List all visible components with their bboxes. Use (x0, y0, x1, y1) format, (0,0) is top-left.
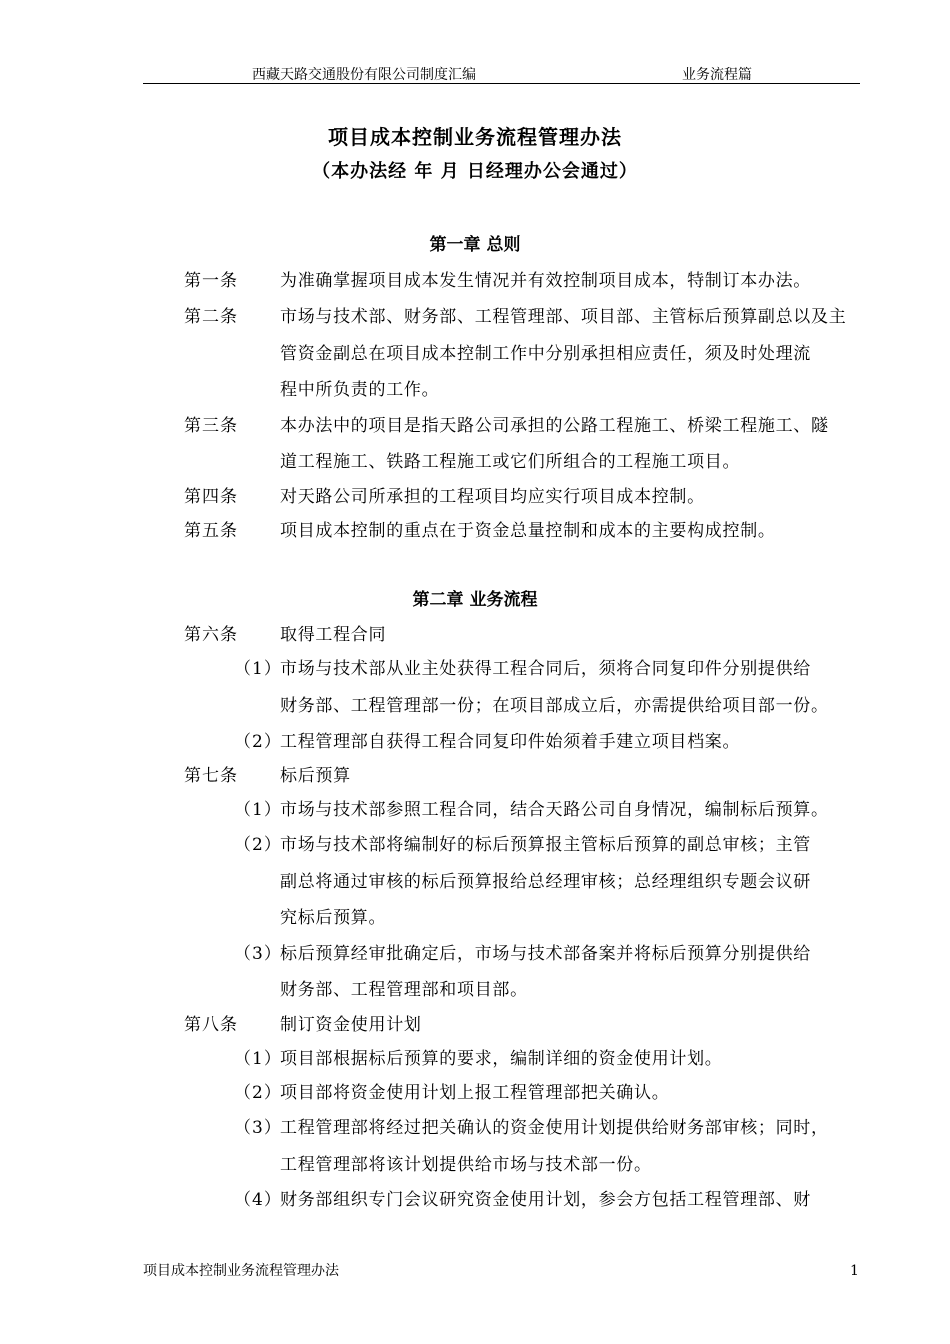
article-5-text: 项目成本控制的重点在于资金总量控制和成本的主要构成控制。 (280, 521, 776, 541)
article-8-title: 制订资金使用计划 (280, 1015, 422, 1035)
header-company: 西藏天路交通股份有限公司制度汇编 (252, 67, 476, 83)
article-8-item-4-label: （4） (234, 1190, 282, 1210)
article-6-item-1-label: （1） (234, 659, 282, 679)
article-3-label: 第三条 (184, 416, 238, 436)
article-7-item-3-line-2: 财务部、工程管理部和项目部。 (280, 980, 528, 1000)
article-6-item-2-label: （2） (234, 732, 282, 752)
article-8-label: 第八条 (184, 1015, 238, 1035)
footer-document-name: 项目成本控制业务流程管理办法 (143, 1263, 339, 1279)
article-7-label: 第七条 (184, 766, 238, 786)
document-subtitle: （本办法经 年 月 日经理办公会通过） (312, 161, 638, 182)
article-4-label: 第四条 (184, 487, 238, 507)
article-8-item-1-line-1: 项目部根据标后预算的要求，编制详细的资金使用计划。 (280, 1049, 723, 1069)
article-2-text-line-3: 程中所负责的工作。 (280, 380, 440, 400)
header-section: 业务流程篇 (682, 67, 752, 83)
article-2-text-line-2: 管资金副总在项目成本控制工作中分别承担相应责任，须及时处理流 (280, 344, 811, 364)
article-3-text-line-1: 本办法中的项目是指天路公司承担的公路工程施工、桥梁工程施工、隧 (280, 416, 829, 436)
article-4-text: 对天路公司所承担的工程项目均应实行项目成本控制。 (280, 487, 705, 507)
article-2-label: 第二条 (184, 307, 238, 327)
article-7-title: 标后预算 (280, 766, 351, 786)
document-title: 项目成本控制业务流程管理办法 (328, 125, 622, 149)
article-8-item-3-line-2: 工程管理部将该计划提供给市场与技术部一份。 (280, 1155, 652, 1175)
article-7-item-1-line-1: 市场与技术部参照工程合同，结合天路公司自身情况，编制标后预算。 (280, 800, 829, 820)
article-7-item-3-line-1: 标后预算经审批确定后，市场与技术部备案并将标后预算分别提供给 (280, 944, 811, 964)
article-3-text-line-2: 道工程施工、铁路工程施工或它们所组合的工程施工项目。 (280, 452, 741, 472)
article-7-item-3-label: （3） (234, 944, 282, 964)
article-6-label: 第六条 (184, 625, 238, 645)
article-7-item-1-label: （1） (234, 800, 282, 820)
article-7-item-2-line-1: 市场与技术部将编制好的标后预算报主管标后预算的副总审核；主管 (280, 835, 811, 855)
article-7-item-2-label: （2） (234, 835, 282, 855)
article-7-item-2-line-2: 副总将通过审核的标后预算报给总经理审核；总经理组织专题会议研 (280, 872, 811, 892)
article-8-item-4-line-1: 财务部组织专门会议研究资金使用计划，参会方包括工程管理部、财 (280, 1190, 811, 1210)
article-6-item-1-line-1: 市场与技术部从业主处获得工程合同后，须将合同复印件分别提供给 (280, 659, 811, 679)
header-divider (143, 83, 860, 84)
article-2-text-line-1: 市场与技术部、财务部、工程管理部、项目部、主管标后预算副总以及主 (280, 307, 847, 327)
article-1-label: 第一条 (184, 271, 238, 291)
article-8-item-2-line-1: 项目部将资金使用计划上报工程管理部把关确认。 (280, 1083, 670, 1103)
article-7-item-2-line-3: 究标后预算。 (280, 908, 387, 928)
article-8-item-1-label: （1） (234, 1049, 282, 1069)
article-6-item-1-line-2: 财务部、工程管理部一份；在项目部成立后，亦需提供给项目部一份。 (280, 696, 829, 716)
article-8-item-2-label: （2） (234, 1083, 282, 1103)
article-5-label: 第五条 (184, 521, 238, 541)
page-number: 1 (850, 1263, 859, 1279)
chapter-1-heading: 第一章 总则 (429, 235, 521, 255)
chapter-2-heading: 第二章 业务流程 (412, 590, 538, 610)
article-6-item-2-line-1: 工程管理部自获得工程合同复印件始须着手建立项目档案。 (280, 732, 741, 752)
article-6-title: 取得工程合同 (280, 625, 387, 645)
article-8-item-3-line-1: 工程管理部将经过把关确认的资金使用计划提供给财务部审核；同时， (280, 1118, 829, 1138)
article-1-text: 为准确掌握项目成本发生情况并有效控制项目成本，特制订本办法。 (280, 271, 811, 291)
article-8-item-3-label: （3） (234, 1118, 282, 1138)
